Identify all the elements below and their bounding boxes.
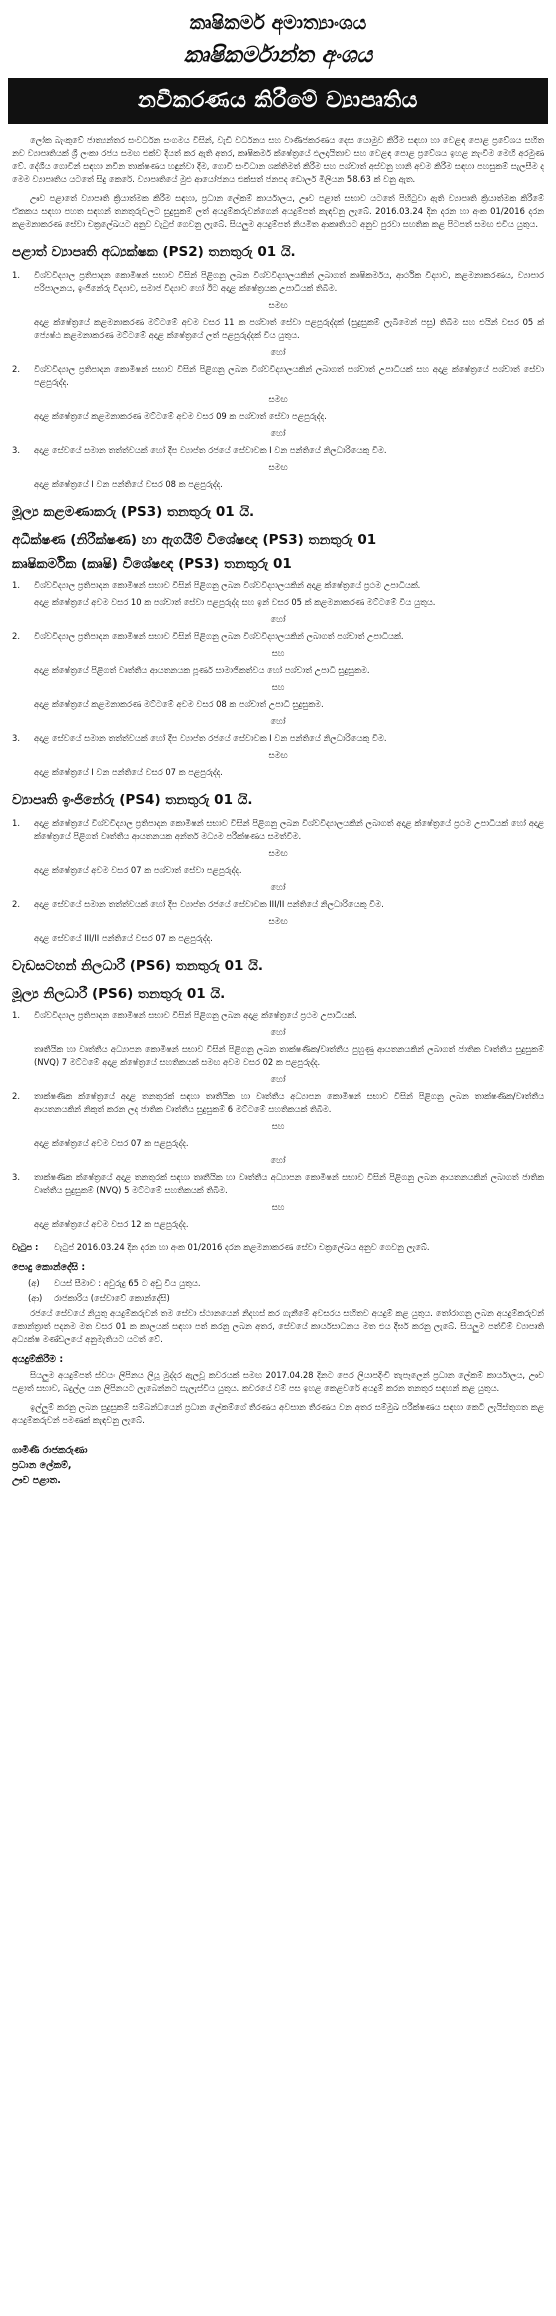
experience-requirement: තෘතීයික හා වෘත්තීය අධ්‍යාපන කොමිෂන් සභාව විසින් පිළිගනු ලබන තාක්ෂණික/වෘත්තීය පුහුණු ආයතනයකින් ලබාගත් ජාතික වෘත්තීය සුදුසුකම් (NVQ) 7 මට්ටමේ අදාළ ක්ෂේත්‍රයේ සහතිකයක් සමඟ අවම වසර 02 ක පළපුරුද්ද. bbox=[34, 1044, 544, 1067]
position-title: වැඩසටහන් නිලධාරී (PS6) තනතුරු 01 යි. bbox=[12, 958, 263, 974]
positions-section bbox=[8, 241, 548, 1231]
experience-requirement: අදාළ ක්ෂේත්‍රයේ අවම වසර 07 ක පළපුරුද්ද. bbox=[34, 1138, 189, 1148]
salary-section bbox=[12, 1241, 544, 1254]
experience-requirement: අදාළ ක්ෂේත්‍රයේ අවම වසර 07 ක පශ්චාත් සේවා පළපුරුද්ද. bbox=[34, 865, 242, 875]
qualification-item bbox=[12, 732, 544, 745]
qualification-text: විශ්වවිද්‍යාල ප්‍රතිපාදන කොමිෂන් සභාව විසින් පිළිගනු ලබන විශ්වවිද්‍යාලයකින් අදාළ ක්ෂේත්‍රයේ ප්‍රථම උපාධියක්. bbox=[34, 580, 421, 590]
general-item-mark: (ආ) bbox=[28, 1293, 43, 1303]
qualification-text: විශ්වවිද්‍යාල ප්‍රතිපාදන කොමිෂන් සභාව විසින් පිළිගනු ලබන විශ්වවිද්‍යාලයකින් ලබාගත් කෘෂිකර්මය, ආර්ථික විද්‍යාව, කළමනාකරණය, ව්‍යාපාර පරිපාලනය, ඉංජිනේරු විද්‍යාව, සමාජ විද්‍යාව හෝ ඊට අදාළ ක්ෂේත්‍රයක උපාධියක් තිබීම. bbox=[34, 270, 544, 293]
conjunction: හෝ bbox=[270, 716, 286, 726]
experience-requirement: අදාළ ක්ෂේත්‍රයේ අවම වසර 10 ක පශ්චාත් සේවා පළපුරුද්ද සහ ඉන් වසර 05 ක් කළමනාකරණ මට්ටමේ විය යුතුය. bbox=[34, 597, 436, 607]
experience-requirement: අදාළ ක්ෂේත්‍රයේ I වන පන්තියේ වසර 08 ක පළපුරුද්ද. bbox=[34, 479, 223, 489]
signatory-office: ඌව පළාත. bbox=[12, 1475, 61, 1486]
qualification-number: 3. bbox=[12, 1172, 20, 1182]
qualification-number: 2. bbox=[12, 364, 20, 374]
conjunction: සමඟ bbox=[268, 394, 288, 404]
department-name: කෘෂිකර්මාන්ත අංශය bbox=[183, 43, 373, 68]
qualification-text: තාක්ෂණික ක්ෂේත්‍රයේ අදාළ තනතුරක් සඳහා තෘතීයික හා වෘත්තීය අධ්‍යාපන කොමිෂන් සභාව විසින් පිළිගනු ලබන ආයතනයකින් ලබාගත් ජාතික වෘත්තීය සුදුසුකම් (NVQ) 5 මට්ටමේ සහතිකයක් තිබීම. bbox=[34, 1172, 544, 1195]
qualification-item bbox=[12, 1171, 544, 1197]
conjunction: සමඟ bbox=[268, 750, 288, 760]
general-item-text: වයස් සීමාව : අවුරුදු 65 ට අඩු විය යුතුය. bbox=[54, 1278, 201, 1288]
advertisement-page bbox=[8, 8, 548, 2300]
conjunction: සමඟ bbox=[268, 916, 288, 926]
qualification-number: 1. bbox=[12, 1010, 20, 1020]
qualification-item bbox=[12, 444, 544, 457]
qualification-text: අදාළ සේවයේ සමාන තත්ත්වයක් හෝ දීප ව්‍යාප්ත රජයේ සේවාවක I වන පන්තියේ නිලධාරියෙකු වීම. bbox=[34, 733, 387, 743]
experience-requirement: අදාළ ක්ෂේත්‍රයේ I වන පන්තියේ වසර 07 ක පළපුරුද්ද. bbox=[34, 767, 223, 777]
qualification-item bbox=[12, 1009, 544, 1022]
qualification-item bbox=[12, 363, 544, 389]
conjunction: හෝ bbox=[270, 428, 286, 438]
intro-paragraph: ලෝක බැංකුවේ ජාත්‍යන්තර සංවර්ධන සංගමය විසින්, වැඩි වර්ධනය සහ වාණිජකරණය දෙස යොමුව කිරීම සඳහා හා වෙළඳ පොළ ප්‍රවේශය සහිත නව ව්‍යාපෘතියක් ශ්‍රී ලංකා රජය සමඟ එක්ව දියත් කර ඇති අතර, කෘෂිකර්ම ක්ෂේත්‍රයේ ඵලදායිතාව සහ වෙළඳ පොළ ප්‍රවේශය ඉහළ නැංවීම මෙහි අරමුණ වේ. දේශීය ගොවීන් සඳහා නවීන තාක්ෂණය හඳුන්වා දීම, ගොවි සංවිධාන ශක්තිමත් කිරීම සහ පශ්චාත් අස්වනු හානි අවම කිරීම සඳහා පහසුකම් සැලසීම ද මෙම ව්‍යාපෘතිය යටතේ සිදු කෙරේ. ව්‍යාපෘතියේ මුළු ආයෝජනය එක්සත් ජනපද ඩොලර් මිලියන 58.63 ක් වනු ඇත. bbox=[12, 135, 544, 184]
conjunction: හෝ bbox=[270, 1074, 286, 1084]
conjunction: හෝ bbox=[270, 347, 286, 357]
apply-heading: අයදුම්කිරීම : bbox=[12, 1354, 64, 1365]
qualification-item bbox=[12, 579, 544, 592]
qualification-text: තාක්ෂණික ක්ෂේත්‍රයේ අදාළ තනතුරක් සඳහා තෘතීයික හා වෘත්තීය අධ්‍යාපන කොමිෂන් සභාව විසින් පිළිගනු ලබන තාක්ෂණික/වෘත්තීය ආයතනයකින් නිකුත් කරන ලද ජාතික වෘත්තීය සුදුසුකම් 6 මට්ටමේ සහතිකයක් තිබීම. bbox=[34, 1091, 544, 1114]
position-section bbox=[8, 789, 548, 945]
intro-paragraph: ඌව පළාතේ ව්‍යාපෘති ක්‍රියාත්මක කිරීම සඳහා, ප්‍රධාන ලේකම් කාර්යාලය, ඌව පළාත් සභාව යටතේ පිහිටුවා ඇති ව්‍යාපෘති ක්‍රියාත්මක කිරීමේ ඒකකය සඳහා පහත සඳහන් තනතුරුවලට සුදුසුකම් ලත් අයදුම්කරුවන්ගෙන් අයදුම්පත් කැඳවනු ලැබේ. 2016.03.24 දින දරන හා අංක 01/2016 දරන කළමනාකරණ සේවා චක්‍රලේඛයට අනුව වැටුප් ගෙවනු ලැබේ. සියලුම අයදුම්පත් නියමිත ආකෘතියට අනුව පුරවා සහතික කළ පිටපත් සමඟ එවිය යුතුය. bbox=[12, 193, 544, 229]
salary-text: වැටුප් 2016.03.24 දින දරන හා අංක 01/2016 දරන කළමනාකරණ සේවා චක්‍රලේඛය අනුව ගෙවනු ලැබේ. bbox=[54, 1242, 430, 1252]
signature-block bbox=[12, 1443, 548, 1488]
salary-label: වැටුප : bbox=[12, 1242, 39, 1252]
general-item bbox=[28, 1277, 544, 1290]
conjunction: සහ bbox=[271, 648, 285, 658]
qualification-number: 1. bbox=[12, 270, 20, 280]
qualification-text: අදාළ ක්ෂේත්‍රයේ විශ්වවිද්‍යාල ප්‍රතිපාදන කොමිෂන් සභාව විසින් පිළිගනු ලබන විශ්වවිද්‍යාලයකින් ලබාගත් අදාළ ක්ෂේත්‍රයේ ප්‍රථම උපාධියක් හෝ අදාළ ක්ෂේත්‍රයේ පිළිගත් වෘත්තීය ආයතනයක අන්තර් මධ්‍යම පරීක්ෂණය සමත්වීම. bbox=[34, 818, 544, 841]
qualification-text: විශ්වවිද්‍යාල ප්‍රතිපාදන කොමිෂන් සභාව විසින් පිළිගනු ලබන විශ්වවිද්‍යාලයකින් ලබාගත් පශ්චාත් උපාධියක්. bbox=[34, 631, 404, 641]
apply-section bbox=[8, 1354, 548, 1427]
qualification-text: විශ්වවිද්‍යාල ප්‍රතිපාදන කොමිෂන් සභාව විසින් පිළිගනු ලබන විශ්වවිද්‍යාලයකින් ලබාගත් පශ්චාත් උපාධියක් සහ අදාළ ක්ෂේත්‍රයේ පශ්චාත් සේවා පළපුරුද්ද. bbox=[34, 364, 544, 387]
qualification-item bbox=[12, 1090, 544, 1116]
apply-paragraph: ඉල්ලුම් කරනු ලබන සුදුසුකම් සම්බන්ධයෙන් ප්‍රධාන ලේකම්ගේ තීරණය අවසාන තීරණය වන අතර සම්මුඛ පරීක්ෂණය සඳහා කෙටි ලැයිස්තුගත කළ අයදුම්කරුවන් පමණක් කැඳවනු ලැබේ. bbox=[12, 1402, 544, 1425]
experience-requirement: අදාළ ක්ෂේත්‍රයේ අවම වසර 12 ක පළපුරුද්ද. bbox=[34, 1219, 189, 1229]
qualification-number: 2. bbox=[12, 1091, 20, 1101]
conjunction: හෝ bbox=[270, 1027, 286, 1037]
qualification-text: අදාළ සේවයේ සමාන තත්ත්වයක් හෝ දීප ව්‍යාප්ත රජයේ සේවාවක I වන පන්තියේ නිලධාරියෙකු වීම. bbox=[34, 445, 387, 455]
conjunction: සමඟ bbox=[268, 848, 288, 858]
intro-section bbox=[8, 134, 548, 231]
conjunction: හෝ bbox=[270, 614, 286, 624]
position-title: අධීක්ෂණ (නිරීක්ෂණ) හා ඇගයීම් විශේෂඥ (PS3) තනතුරු 01 bbox=[12, 532, 377, 548]
ministry-name: කෘෂිකර්ම අමාත්‍යාංශය bbox=[189, 12, 367, 34]
qualification-number: 3. bbox=[12, 445, 20, 455]
qualification-number: 1. bbox=[12, 818, 20, 828]
qualification-item bbox=[12, 630, 544, 643]
position-section bbox=[8, 955, 548, 1231]
position-title: මූල්‍ය නිලධාරී (PS6) තනතුරු 01 යි. bbox=[12, 986, 226, 1002]
experience-requirement: අදාළ සේවයේ III/II පන්තියේ වසර 07 ක පළපුරුද්ද. bbox=[34, 933, 213, 943]
general-body: රජයේ සේවයේ නියුතු අයදුම්කරුවන් තම සේවා ස්ථානයෙන් නිදහස් කර ගැනීමේ අවසරය සහිතව අයදුම් කළ යුතුය. තෝරාගනු ලබන අයදුම්කරුවන් කොන්ත්‍රාත් පදනම මත වසර 01 ක කාලයක් සඳහා පත් කරනු ලබන අතර, සේවයේ කාර්යසාධනය මත එය දීර්ඝ කරනු ලැබේ. සියලුම පත්වීම් ව්‍යාපෘති අධ්‍යක්ෂ මණ්ඩලයේ අනුමැතියට යටත් වේ. bbox=[12, 1308, 544, 1344]
position-title: පළාත් ව්‍යාපෘති අධ්‍යක්ෂක (PS2) තනතුරු 01 යි. bbox=[12, 244, 296, 260]
conjunction: සහ bbox=[271, 682, 285, 692]
apply-paragraph: සියලුම අයදුම්පත් ස්වයං ලිපිනය ලියූ මුද්දර ඇලවූ කවරයක් සමඟ 2017.04.28 දිනට පෙර ලියාපදිංචි තැපෑලෙන් ප්‍රධාන ලේකම් කාර්යාලය, ඌව පළාත් සභාව, බදුල්ල යන ලිපිනයට ලැබෙන්නට සැලැස්විය යුතුය. කවරයේ වම් පස ඉහළ කෙළවරේ අයදුම් කරන තනතුර සඳහන් කළ යුතුය. bbox=[12, 1370, 544, 1393]
qualification-number: 3. bbox=[12, 733, 20, 743]
qualification-text: අදාළ සේවයේ සමාන තත්ත්වයක් හෝ දීප ව්‍යාප්ත රජයේ සේවාවක III/II පන්තියේ නිලධාරියෙකු වීම. bbox=[34, 899, 384, 909]
position-title: මූල්‍ය කළමණාකරු (PS3) තනතුරු 01 යි. bbox=[12, 504, 255, 520]
general-item-text: රාජකාරිය (සේවාවේ කොන්දේසි) bbox=[54, 1293, 170, 1303]
experience-requirement: අදාළ ක්ෂේත්‍රයේ කළමනාකරණ මට්ටමේ අවම වසර 11 ක පශ්චාත් සේවා පළපුරුද්දක් (සුදුසුකම් ලැබීමෙන් පසු) තිබීම සහ එයින් වසර 05 ක් ජ්‍යෙෂ්ඨ කළමනාකරණ මට්ටමේ අදාළ ක්ෂේත්‍රයේ ලත් පළපුරුද්දක් විය යුතුය. bbox=[34, 317, 544, 340]
position-section bbox=[8, 501, 548, 779]
conjunction: සහ bbox=[271, 1202, 285, 1212]
qualification-text: විශ්වවිද්‍යාල ප්‍රතිපාදන කොමිෂන් සභාව විසින් පිළිගනු ලබන අදාළ ක්ෂේත්‍රයේ ප්‍රථම උපාධියක්. bbox=[34, 1010, 357, 1020]
qualification-item bbox=[12, 898, 544, 911]
conjunction: හෝ bbox=[270, 882, 286, 892]
qualification-number: 2. bbox=[12, 899, 20, 909]
project-banner: නවීකරණය කිරීමේ ව්‍යාපෘතිය bbox=[8, 78, 548, 124]
general-heading: පොදු කොන්දේසි : bbox=[12, 1262, 86, 1273]
general-item-mark: (අ) bbox=[28, 1278, 40, 1288]
qualification-number: 2. bbox=[12, 631, 20, 641]
position-section bbox=[8, 241, 548, 491]
signatory-name: ගාමිණී රාජකරුණා bbox=[12, 1445, 88, 1456]
conjunction: හෝ bbox=[270, 1155, 286, 1165]
general-item bbox=[28, 1292, 544, 1305]
qualification-item bbox=[12, 269, 544, 295]
position-title: ව්‍යාපෘති ඉංජිනේරු (PS4) තනතුරු 01 යි. bbox=[12, 792, 253, 808]
qualification-item bbox=[12, 817, 544, 843]
experience-requirement: අදාළ ක්ෂේත්‍රයේ කළමනාකරණ මට්ටමේ අවම වසර 08 ක පශ්චාත් උපාධි සුදුසුකම. bbox=[34, 699, 324, 709]
conjunction: සමඟ bbox=[268, 462, 288, 472]
qualification-number: 1. bbox=[12, 580, 20, 590]
conjunction: සහ bbox=[271, 1121, 285, 1131]
conjunction: සමඟ bbox=[268, 300, 288, 310]
signatory-title: ප්‍රධාන ලේකම්, bbox=[12, 1460, 72, 1471]
position-title: කෘෂිකර්මික (කෘෂි) විශේෂඥ (PS3) තනතුරු 01 bbox=[12, 556, 292, 572]
experience-requirement: අදාළ ක්ෂේත්‍රයේ පිළිගත් වෘත්තීය ආයතනයක පූර්ණ සාමාජිකත්වය හෝ පශ්චාත් උපාධි සුදුසුකම. bbox=[34, 665, 370, 675]
experience-requirement: අදාළ ක්ෂේත්‍රයේ කළමනාකරණ මට්ටමේ අවම වසර 09 ක පශ්චාත් සේවා පළපුරුද්ද. bbox=[34, 411, 327, 421]
general-conditions bbox=[8, 1262, 548, 1346]
